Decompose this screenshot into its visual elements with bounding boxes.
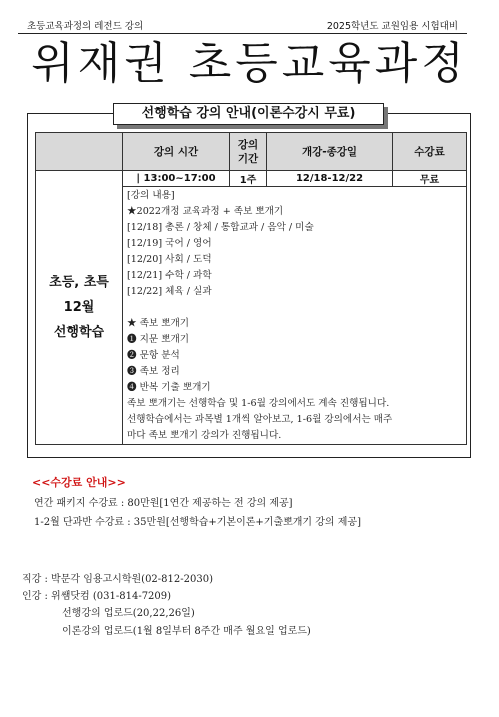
- upload-schedule-preview: 선행강의 업로드(20,22,26일): [62, 608, 195, 619]
- row-heading-line-3: 선행학습: [53, 325, 105, 340]
- cell-time: | 13:00~17:00: [123, 171, 230, 187]
- cell-fee: 무료: [393, 171, 467, 187]
- content-line: ❷ 문항 분석: [127, 350, 180, 361]
- upload-schedule-theory: 이론강의 업로드(1월 8일부터 8주간 매주 월요일 업로드): [62, 626, 311, 637]
- content-line: [강의 내용]: [127, 190, 175, 201]
- header-right-text: 2025학년도 교원임용 시험대비: [326, 21, 458, 32]
- column-header-fee: 수강료: [393, 133, 467, 171]
- content-line: [12/20] 사회 / 도덕: [127, 254, 212, 265]
- content-line: [12/21] 수학 / 과학: [127, 270, 212, 281]
- content-line: ❹ 반복 기출 뽀개기: [127, 382, 211, 393]
- fee-section-title: <<수강료 안내>>: [32, 476, 126, 489]
- content-line: [12/18] 총론 / 창체 / 통합교과 / 음악 / 미술: [127, 222, 314, 233]
- page-title: 위재권 초등교육과정: [31, 38, 468, 89]
- section-banner: 선행학습 강의 안내(이론수강시 무료): [113, 103, 384, 125]
- content-line: 마다 족보 뽀개기 강의가 진행됩니다.: [127, 430, 282, 441]
- content-line: ❸ 족보 정리: [127, 366, 180, 377]
- column-header-time: 강의 시간: [123, 133, 230, 171]
- contact-online: 인강 : 위쌤닷컴 (031-814-7209): [22, 591, 172, 602]
- table-header-row: [36, 133, 467, 171]
- course-content-cell: [123, 187, 467, 445]
- fee-line-single: 1-2월 단과반 수강료 : 35만원[선행학습+기본이론+기출뽀개기 강의 제공]: [34, 517, 361, 528]
- content-spacer: [127, 300, 466, 316]
- content-line: [12/22] 체육 / 실과: [127, 286, 212, 297]
- column-header-period: 강의 기간: [230, 133, 267, 171]
- column-header-dates: 개강-종강일: [267, 133, 393, 171]
- content-line: [12/19] 국어 / 영어: [127, 238, 212, 249]
- cell-period: 1주: [230, 171, 267, 187]
- content-line: ❶ 지문 뽀개기: [127, 334, 190, 345]
- table-row: [36, 171, 467, 187]
- content-line: 족보 뽀개기는 선행학습 및 1-6월 강의에서도 계속 진행됩니다.: [127, 398, 390, 409]
- header-divider: [18, 33, 467, 34]
- cell-dates: 12/18-12/22: [267, 171, 393, 187]
- column-header-empty: [36, 133, 123, 171]
- content-line: 선행학습에서는 과목별 1개씩 알아보고, 1-6월 강의에서는 매주: [127, 414, 393, 425]
- fee-line-annual: 연간 패키지 수강료 : 80만원[1연간 제공하는 전 강의 제공]: [34, 498, 293, 509]
- contact-offline: 직강 : 박문각 임용고시학원(02-812-2030): [22, 574, 213, 585]
- lecture-table: [35, 132, 467, 445]
- row-heading-line-1: 초등, 초특: [49, 275, 109, 290]
- row-heading-line-2: 12월: [63, 300, 95, 315]
- header-left-text: 초등교육과정의 레전드 강의: [27, 21, 144, 32]
- row-heading: [36, 171, 123, 445]
- content-line: ★2022개정 교육과정 + 족보 뽀개기: [127, 206, 284, 217]
- content-line: ★ 족보 뽀개기: [127, 318, 190, 329]
